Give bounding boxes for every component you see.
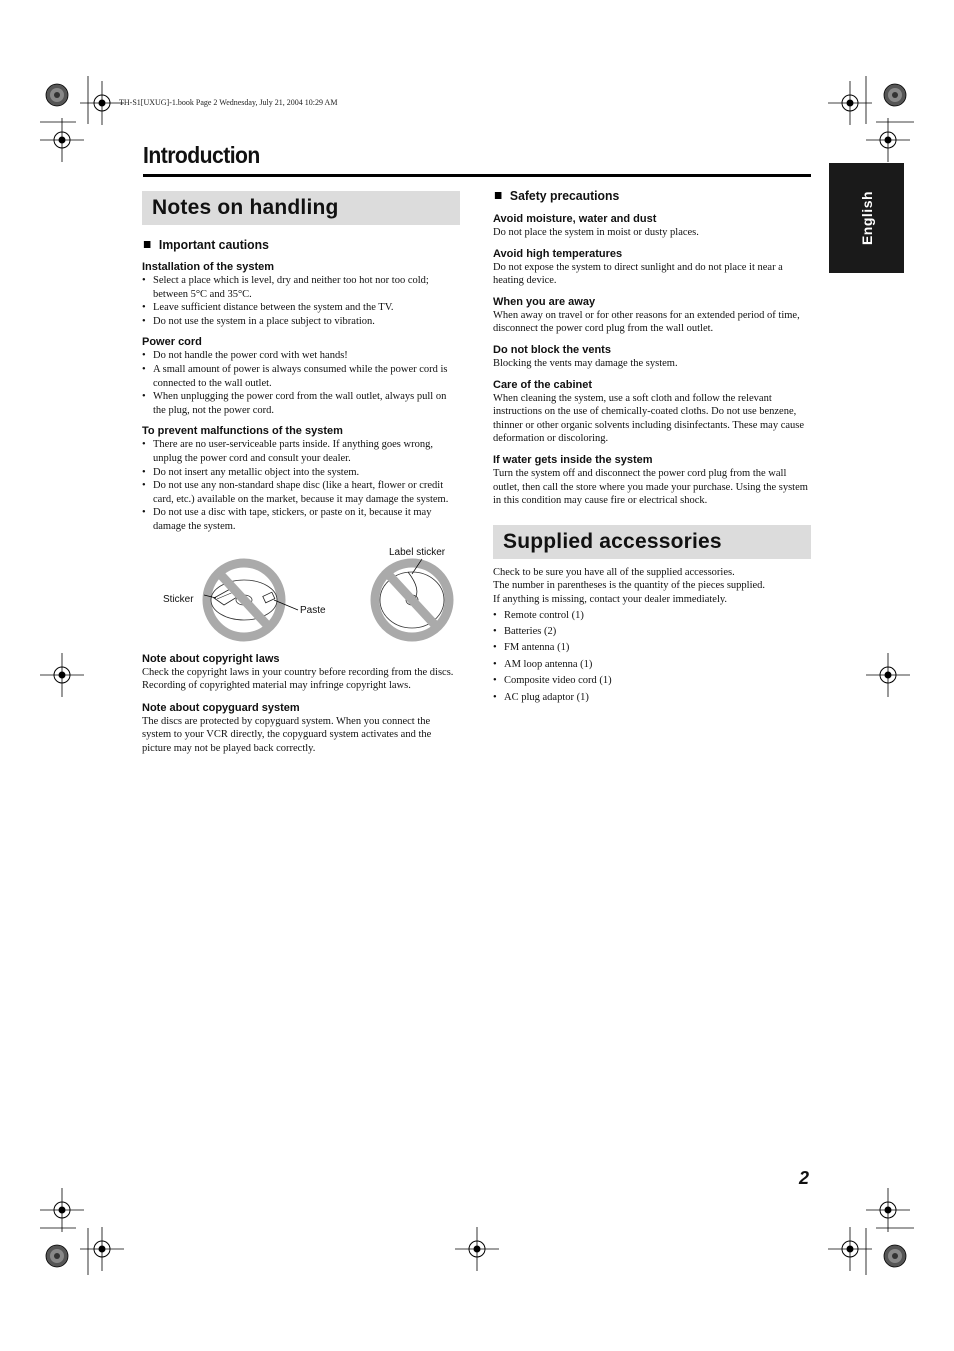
installation-list xyxy=(142,274,460,328)
list-item: • Select a place which is level, dry and neither too hot nor too cold; between 5°C and 35°C. xyxy=(142,274,460,301)
safety-section xyxy=(493,343,811,371)
copyguard-heading: Note about copyguard system xyxy=(142,701,300,714)
paste-caption: Paste xyxy=(300,604,326,616)
page-title: Introduction xyxy=(143,142,260,168)
malfunctions-heading: To prevent malfunctions of the system xyxy=(142,425,343,438)
language-tab xyxy=(829,163,904,273)
prohibited-disc-icon xyxy=(142,534,460,652)
copyright-text: Check the copyright laws in your country before recording from the discs. Recording of copyrighted material may infringe copyright laws. xyxy=(142,666,454,692)
safety-section xyxy=(493,378,811,446)
file-info-line: TH-S1[UXUG]-1.book Page 2 Wednesday, July 21, 2004 10:29 AM xyxy=(119,98,338,107)
safety-section-title: Do not block the vents xyxy=(493,343,611,356)
safety-section xyxy=(493,453,811,508)
malfunctions-list xyxy=(142,438,460,533)
accessories-intro-line: The number in parentheses is the quantity of the pieces supplied. xyxy=(493,580,766,592)
list-item: • Batteries (2) xyxy=(493,624,811,640)
square-bullet-icon xyxy=(495,192,502,199)
notes-on-handling-banner: Notes on handling xyxy=(142,191,460,225)
list-item: • Remote control (1) xyxy=(493,608,811,624)
list-item: • AM loop antenna (1) xyxy=(493,657,811,673)
power-cord-list xyxy=(142,349,460,417)
safety-section-text: When cleaning the system, use a soft cloth and follow the relevant instructions on the use of chemically-coated cloths. Do not use benzene, thinner or other organic solvents including disinfectants. These may cause deformation or discoloring. xyxy=(493,392,805,445)
safety-section xyxy=(493,247,811,288)
safety-section-text: Blocking the vents may damage the system. xyxy=(493,357,678,369)
safety-precautions-label: Safety precautions xyxy=(509,188,620,203)
safety-section-title: Avoid high temperatures xyxy=(493,247,623,260)
safety-section-title: When you are away xyxy=(493,295,596,308)
list-item: • There are no user-serviceable parts inside. If anything goes wrong, unplug the power cord and consult your dealer. xyxy=(142,438,460,465)
list-item: • Do not insert any metallic object into the system. xyxy=(142,466,460,480)
sticker-caption: Sticker xyxy=(163,593,194,605)
safety-section-text: Do not expose the system to direct sunlight and do not place it near a heating device. xyxy=(493,261,783,287)
safety-section-title: If water gets inside the system xyxy=(493,453,653,466)
page-number: 2 xyxy=(799,1168,810,1188)
list-item: • Do not use a disc with tape, stickers, or paste on it, because it may damage the system. xyxy=(142,506,460,533)
list-item: • A small amount of power is always consumed while the power cord is connected to the wall outlet. xyxy=(142,363,460,390)
supplied-accessories-banner: Supplied accessories xyxy=(493,525,811,559)
safety-section-text: When away on travel or for other reasons for an extended period of time, disconnect the power cord plug from the wall outlet. xyxy=(493,309,800,335)
copyguard-text: The discs are protected by copyguard system. When you connect the system to your VCR directly, the copyguard system activates and the picture may not be played back correctly. xyxy=(142,715,432,754)
square-bullet-icon xyxy=(144,241,151,248)
safety-precautions-heading xyxy=(493,188,792,203)
important-cautions-heading xyxy=(142,237,441,252)
safety-section-text: Do not place the system in moist or dusty places. xyxy=(493,227,699,238)
list-item: • Leave sufficient distance between the system and the TV. xyxy=(142,301,460,315)
important-cautions-label: Important cautions xyxy=(158,237,269,252)
list-item: • AC plug adaptor (1) xyxy=(493,690,811,706)
language-tab-label: English xyxy=(858,190,875,246)
accessories-intro-line: Check to be sure you have all of the supplied accessories. xyxy=(493,566,735,578)
copyright-heading: Note about copyright laws xyxy=(142,652,280,665)
list-item: • Do not use the system in a place subject to vibration. xyxy=(142,315,460,329)
safety-section-title: Care of the cabinet xyxy=(493,378,593,391)
safety-section-title: Avoid moisture, water and dust xyxy=(493,213,657,225)
title-rule xyxy=(143,174,811,177)
list-item: • Do not handle the power cord with wet hands! xyxy=(142,349,460,363)
safety-section xyxy=(493,295,811,336)
disc-illustration xyxy=(142,534,460,652)
accessories-list xyxy=(493,608,811,706)
installation-heading: Installation of the system xyxy=(142,261,275,273)
label-sticker-caption: Label sticker xyxy=(389,546,446,558)
power-cord-heading: Power cord xyxy=(142,336,202,349)
list-item: • When unplugging the power cord from the wall outlet, always pull on the plug, not the power cord. xyxy=(142,390,460,417)
right-column xyxy=(493,180,811,706)
left-column xyxy=(142,180,460,755)
list-item: • Do not use any non-standard shape disc (like a heart, flower or credit card, etc.) available on the market, because it may damage the system. xyxy=(142,479,460,506)
list-item: • FM antenna (1) xyxy=(493,640,811,656)
safety-section-text: Turn the system off and disconnect the power cord plug from the wall outlet, then call the store where you made your purchase. Using the system in this condition may cause fire or electrical shock. xyxy=(493,467,808,507)
safety-section xyxy=(493,212,811,240)
list-item: • Composite video cord (1) xyxy=(493,673,811,689)
accessories-intro-line: If anything is missing, contact your dealer immediately. xyxy=(493,593,728,605)
